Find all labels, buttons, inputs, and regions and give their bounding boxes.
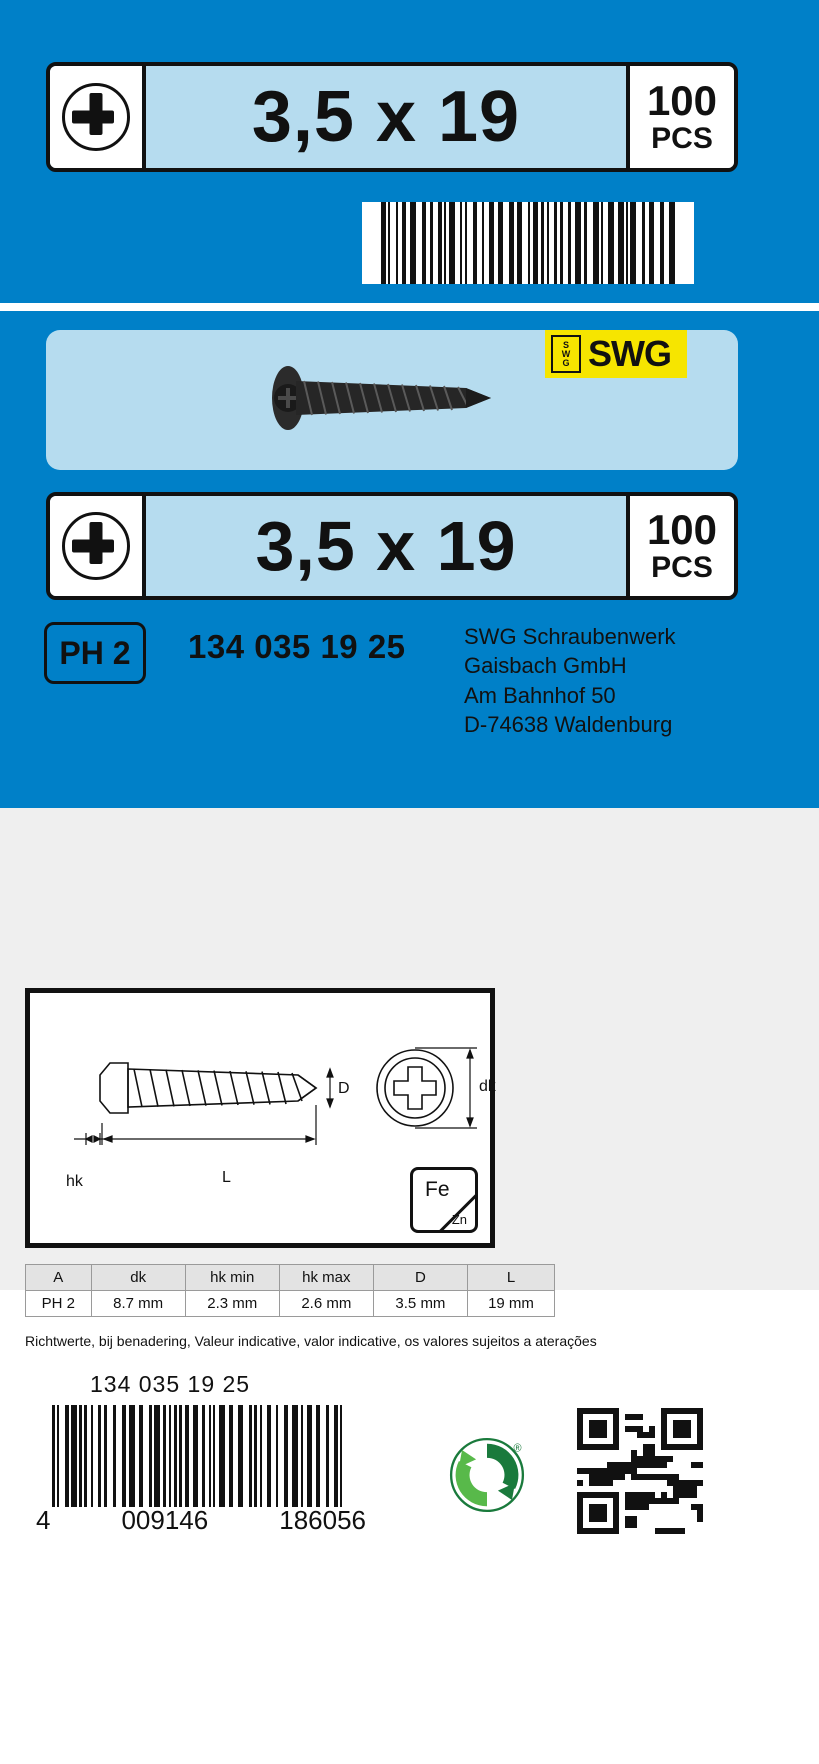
spec-header-cell: D xyxy=(373,1265,467,1291)
spec-table-header-row xyxy=(26,1265,555,1291)
spec-header-cell: L xyxy=(467,1265,554,1291)
screw-photo xyxy=(256,348,526,448)
quantity-cell-top xyxy=(626,66,734,168)
phillips-cross-icon xyxy=(62,512,130,580)
barcode-top xyxy=(362,202,694,284)
barcode-bars-top xyxy=(381,202,675,284)
material-coating-label: Zn xyxy=(451,1212,467,1227)
swg-mark-line-1: S xyxy=(562,339,569,350)
dimension-bottom: 3,5 x 19 xyxy=(255,507,517,585)
manufacturer-line-3: Am Bahnhof 50 xyxy=(464,682,616,708)
quantity-number-bottom: 100 xyxy=(646,506,718,553)
size-bar-top xyxy=(46,62,738,172)
spec-cell: 8.7 mm xyxy=(91,1291,185,1317)
spec-cell: 2.6 mm xyxy=(279,1291,373,1317)
swg-logo xyxy=(545,330,687,378)
drive-icon-cell-top xyxy=(50,66,146,168)
spec-header-cell: hk max xyxy=(279,1265,373,1291)
swg-logo-mark xyxy=(551,335,581,373)
quantity-unit-top: PCS xyxy=(651,122,713,155)
dim-label-dk: dk xyxy=(479,1078,496,1095)
ean-digit-group: 186056 xyxy=(279,1505,366,1535)
manufacturer-line-1: SWG Schraubenwerk xyxy=(464,624,676,649)
spec-cell: PH 2 xyxy=(26,1291,92,1317)
ean-digits xyxy=(36,1505,366,1536)
manufacturer-address xyxy=(464,622,676,739)
size-bar-bottom xyxy=(46,492,738,600)
spec-header-cell: dk xyxy=(91,1265,185,1291)
technical-drawing xyxy=(25,988,495,1248)
qr-code xyxy=(577,1408,703,1534)
barcode-bars-bottom xyxy=(52,1405,354,1507)
swg-mark-line-2: W xyxy=(561,348,571,359)
drive-icon-cell-bottom xyxy=(50,496,146,596)
label-top-section xyxy=(0,0,819,808)
quantity-unit-bottom: PCS xyxy=(651,551,713,584)
ean-digit-group: 4 xyxy=(36,1505,51,1535)
spec-header-cell: A xyxy=(26,1265,92,1291)
quantity-number-top: 100 xyxy=(646,77,718,124)
manufacturer-line-2: Gaisbach GmbH xyxy=(464,653,627,679)
spec-cell: 3.5 mm xyxy=(373,1291,467,1317)
dim-label-D: D xyxy=(338,1080,350,1097)
dimension-top: 3,5 x 19 xyxy=(251,77,521,157)
article-number-top: 134 035 19 25 xyxy=(188,628,406,665)
phillips-cross-icon xyxy=(62,83,130,151)
spec-cell: 19 mm xyxy=(467,1291,554,1317)
spec-cell: 2.3 mm xyxy=(185,1291,279,1317)
drive-type-badge: PH 2 xyxy=(44,622,146,684)
swg-mark-line-3: G xyxy=(562,357,570,368)
barcode-bottom xyxy=(52,1405,354,1507)
swg-logo-text: SWG xyxy=(588,333,671,374)
article-number-bottom: 134 035 19 25 xyxy=(90,1371,251,1397)
spec-header-cell: hk min xyxy=(185,1265,279,1291)
table-row xyxy=(26,1291,555,1317)
green-dot-icon xyxy=(448,1436,526,1514)
section-divider xyxy=(0,303,819,311)
dim-label-hk: hk xyxy=(66,1173,83,1190)
dim-label-L: L xyxy=(222,1169,231,1186)
material-base-label: Fe xyxy=(425,1178,450,1201)
quantity-cell-bottom xyxy=(626,496,734,596)
manufacturer-line-4: D-74638 Waldenburg xyxy=(464,711,673,737)
ean-digit-group: 009146 xyxy=(121,1505,209,1535)
spec-table xyxy=(25,1264,555,1317)
material-badge xyxy=(410,1167,478,1233)
green-dot-registered-mark: ® xyxy=(513,1442,522,1455)
spec-table-note: Richtwerte, bij benadering, Valeur indicative, valor indicative, os valores sujeitos a aterações xyxy=(25,1333,597,1349)
